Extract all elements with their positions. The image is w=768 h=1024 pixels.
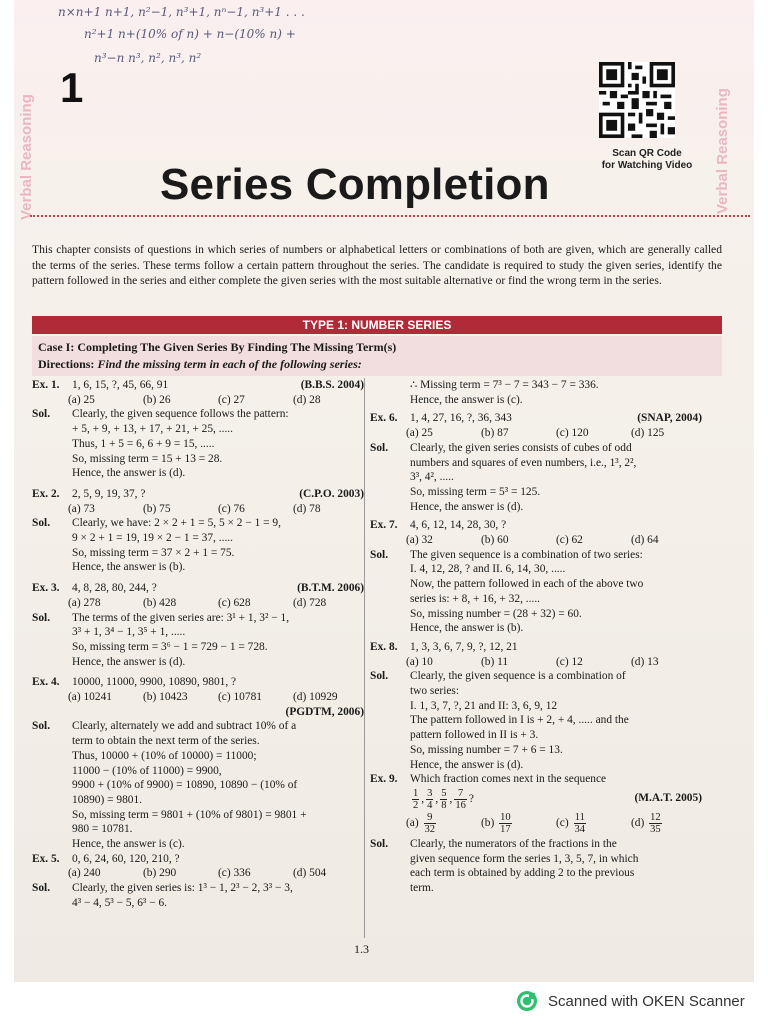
option-c: (c) 76 bbox=[218, 502, 245, 515]
solution-text: Clearly, we have: 2 × 2 + 1 = 5, 5 × 2 − 1 = 9, bbox=[72, 517, 281, 530]
example-question bbox=[32, 852, 368, 867]
solution-line bbox=[32, 881, 368, 896]
option-b: (b) 290 bbox=[143, 867, 177, 880]
solution-text: pattern followed in II is + 3. bbox=[410, 729, 539, 742]
source-tag: (B.T.M. 2006) bbox=[297, 582, 364, 595]
directions-label: Directions: bbox=[38, 357, 95, 371]
option-a: (a) 10241 bbox=[68, 691, 112, 704]
question-text: 0, 6, 24, 60, 120, 210, ? bbox=[72, 852, 180, 865]
solution-text: Clearly, the given sequence follows the pattern: bbox=[72, 408, 289, 421]
option-letter: (d) bbox=[631, 817, 645, 830]
option-letter: (b) bbox=[481, 817, 495, 830]
sol-label: Sol. bbox=[32, 408, 51, 421]
options-row bbox=[32, 502, 368, 517]
qr-caption-line-2: for Watching Video bbox=[601, 160, 693, 171]
solution-text: So, missing term = 9801 + (10% of 9801) = 9801 + bbox=[72, 808, 307, 821]
option-b: (b) 11 bbox=[481, 655, 509, 668]
question-text: 1, 3, 3, 6, 7, 9, ?, 12, 21 bbox=[410, 640, 518, 653]
type-heading: TYPE 1: NUMBER SERIES bbox=[32, 316, 722, 334]
solution-text: Hence, the answer is (c). bbox=[72, 838, 185, 851]
source-tag: (M.A.T. 2005) bbox=[634, 791, 702, 804]
solution-text: I. 1, 3, 7, ?, 21 and II: 3, 6, 9, 12 bbox=[410, 699, 558, 712]
example-question bbox=[370, 772, 706, 787]
solution-text: each term is obtained by adding 2 to the previous bbox=[410, 867, 635, 880]
case-heading: Case I: Completing The Given Series By Finding The Missing Term(s) bbox=[38, 340, 397, 354]
option-d: (d) 504 bbox=[293, 867, 327, 880]
solution-text: The pattern followed in I is + 2, + 4, ..... and the bbox=[410, 714, 629, 727]
solution-text: 980 = 10781. bbox=[72, 823, 133, 836]
solution-text: The given sequence is a combination of two series: bbox=[410, 548, 643, 561]
source-row bbox=[32, 705, 368, 720]
option-d: (d) 125 bbox=[631, 427, 665, 440]
option-d: (d) 64 bbox=[631, 534, 659, 547]
sol-label: Sol. bbox=[370, 548, 389, 561]
sol-label: Sol. bbox=[32, 611, 51, 624]
book-page bbox=[14, 0, 754, 982]
numerator: 11 bbox=[574, 812, 585, 824]
sol-label: Sol. bbox=[32, 882, 51, 895]
option-c: (c) 62 bbox=[556, 534, 583, 547]
directions bbox=[38, 357, 362, 372]
option-a: (a) 25 bbox=[68, 393, 95, 406]
solution-text: Hence, the answer is (c). bbox=[410, 393, 523, 406]
scanner-logo-icon bbox=[516, 990, 538, 1012]
example-label: Ex. 2. bbox=[32, 487, 60, 500]
numerator: 5 bbox=[441, 787, 447, 799]
example-question bbox=[370, 640, 706, 655]
solution-text: term. bbox=[410, 882, 434, 895]
example-label: Ex. 4. bbox=[32, 676, 60, 689]
solution-text: term to obtain the next term of the series. bbox=[72, 735, 260, 748]
source-tag: (C.P.O. 2003) bbox=[299, 487, 364, 500]
fraction bbox=[499, 812, 512, 835]
denominator: 34 bbox=[574, 824, 586, 836]
numerator: 12 bbox=[650, 812, 661, 824]
options-row bbox=[370, 655, 706, 670]
solution-text: 10890) = 9801. bbox=[72, 793, 143, 806]
example-question bbox=[370, 411, 706, 426]
option-d: (d) 78 bbox=[293, 502, 321, 515]
question-text: 2, 5, 9, 19, 37, ? bbox=[72, 487, 146, 500]
sol-label: Sol. bbox=[32, 517, 51, 530]
option-letter: (a) bbox=[406, 817, 419, 830]
page-number: 1.3 bbox=[354, 942, 369, 956]
example-question bbox=[32, 581, 368, 596]
solution-text: Hence, the answer is (b). bbox=[410, 622, 524, 635]
solution-text: ∴ Missing term = 7³ − 7 = 343 − 7 = 336. bbox=[410, 379, 599, 391]
solution-text: Hence, the answer is (d). bbox=[410, 500, 524, 513]
solution-text: Hence, the answer is (b). bbox=[72, 561, 186, 574]
solution-text: Clearly, the given sequence is a combination of bbox=[410, 670, 626, 683]
option-a bbox=[406, 812, 481, 835]
numerator: 1 bbox=[413, 787, 419, 799]
handwritten-note-1: n×n+1 n+1, n²−1, n³+1, nⁿ−1, n³+1 . . . bbox=[58, 5, 305, 19]
option-c: (c) 27 bbox=[218, 393, 245, 406]
options-row bbox=[370, 426, 706, 441]
option-a: (a) 32 bbox=[406, 534, 433, 547]
solution-text: 9900 + (10% of 9900) = 10890, 10890 − (10% of bbox=[72, 779, 298, 792]
solution-text: So, missing number = (28 + 32) = 60. bbox=[410, 607, 582, 620]
option-a: (a) 73 bbox=[68, 502, 95, 515]
solution-line bbox=[32, 719, 368, 734]
question-text: 4, 8, 28, 80, 244, ? bbox=[72, 582, 157, 595]
option-c: (c) 10781 bbox=[218, 691, 262, 704]
option-b: (b) 87 bbox=[481, 427, 509, 440]
dotted-divider bbox=[30, 215, 750, 217]
option-d: (d) 10929 bbox=[293, 691, 338, 704]
scanner-text: Scanned with OKEN Scanner bbox=[548, 992, 745, 1010]
fraction bbox=[424, 812, 437, 835]
solution-text: So, missing term = 37 × 2 + 1 = 75. bbox=[72, 546, 235, 559]
solution-line bbox=[370, 441, 706, 456]
option-c: (c) 12 bbox=[556, 655, 583, 668]
option-b: (b) 60 bbox=[481, 534, 509, 547]
solution-text: series is: + 8, + 16, + 32, ..... bbox=[410, 592, 541, 605]
solution-line bbox=[370, 669, 706, 684]
directions-text: Find the missing term in each of the following series: bbox=[97, 357, 362, 371]
example-label: Ex. 9. bbox=[370, 773, 398, 786]
option-d: (d) 28 bbox=[293, 393, 321, 406]
chapter-title: Series Completion bbox=[160, 160, 550, 209]
solution-text: 11000 − (10% of 11000) = 9900, bbox=[72, 764, 222, 777]
solution-text: 3³, 4², ..... bbox=[410, 471, 454, 484]
denominator: 32 bbox=[424, 824, 436, 836]
solution-text: numbers and squares of even numbers, i.e., 1³, 2², bbox=[410, 456, 637, 469]
options-row bbox=[32, 866, 368, 881]
question-text: 4, 6, 12, 14, 28, 30, ? bbox=[410, 519, 507, 532]
example-label: Ex. 5. bbox=[32, 852, 60, 865]
solution-text: Clearly, the numerators of the fractions in the bbox=[410, 837, 617, 850]
source-tag: (B.B.S. 2004) bbox=[300, 379, 364, 391]
option-d: (d) 13 bbox=[631, 655, 659, 668]
option-b: (b) 26 bbox=[143, 393, 171, 406]
qr-caption bbox=[597, 148, 697, 172]
solution-text: Now, the pattern followed in each of the above two bbox=[410, 578, 644, 591]
question-text: 1, 4, 27, 16, ?, 36, 343 bbox=[410, 412, 512, 425]
solution-text: Clearly, alternately we add and subtract 10% of a bbox=[72, 720, 297, 733]
source-tag: (PGDTM, 2006) bbox=[285, 705, 364, 718]
option-c: (c) 336 bbox=[218, 867, 251, 880]
solution-line bbox=[370, 548, 706, 563]
fraction bbox=[426, 788, 433, 811]
handwritten-note-3: n³−n n³, n², n³, n² bbox=[94, 51, 202, 65]
solution-text: given sequence form the series 1, 3, 5, 7, in which bbox=[410, 852, 639, 865]
solution-text: Thus, 1 + 5 = 6, 6 + 9 = 15, ..... bbox=[72, 437, 215, 450]
sol-label: Sol. bbox=[32, 720, 51, 733]
solution-text: 3³ + 1, 3⁴ − 1, 3⁵ + 1, ..... bbox=[72, 626, 186, 639]
options-row bbox=[370, 811, 706, 837]
example-label: Ex. 8. bbox=[370, 640, 398, 653]
example-question bbox=[32, 378, 368, 393]
qr-code-icon[interactable] bbox=[599, 62, 675, 138]
option-b: (b) 428 bbox=[143, 596, 177, 609]
option-d: (d) 728 bbox=[293, 596, 327, 609]
solution-text: two series: bbox=[410, 685, 460, 698]
denominator: 4 bbox=[427, 799, 433, 811]
fraction bbox=[454, 788, 467, 811]
solution-text: Hence, the answer is (d). bbox=[72, 467, 186, 480]
solution-text: I. 4, 12, 28, ? and II. 6, 14, 30, ..... bbox=[410, 563, 566, 576]
example-label: Ex. 3. bbox=[32, 582, 60, 595]
denominator: 8 bbox=[441, 799, 447, 811]
example-question bbox=[370, 518, 706, 533]
side-label-left: Verbal Reasoning bbox=[18, 94, 35, 220]
options-row bbox=[32, 690, 368, 705]
option-a: (a) 240 bbox=[68, 867, 101, 880]
chapter-number: 1 bbox=[60, 64, 84, 111]
example-label: Ex. 1. bbox=[32, 379, 60, 391]
option-b bbox=[481, 812, 556, 835]
sol-label: Sol. bbox=[370, 670, 389, 683]
option-d bbox=[631, 812, 706, 835]
denominator: 17 bbox=[500, 824, 511, 836]
solution-text: So, missing term = 15 + 13 = 28. bbox=[72, 452, 223, 465]
fraction bbox=[574, 812, 587, 835]
example-label: Ex. 6. bbox=[370, 412, 398, 425]
sol-label: Sol. bbox=[370, 837, 389, 850]
scanner-watermark bbox=[516, 990, 745, 1012]
solution-text: + 5, + 9, + 13, + 17, + 21, + 25, ..... bbox=[72, 423, 233, 436]
example-question bbox=[32, 487, 368, 502]
solution-line bbox=[32, 611, 368, 626]
denominator: 16 bbox=[455, 799, 466, 811]
numerator: 9 bbox=[424, 812, 437, 824]
fraction-sequence: $\frac{1}{2}$ , $\frac{3}{4}$ , $\frac{5}{8}$ , $\frac{7}{16}$ ? (M.A.T. 2005) bbox=[413, 787, 702, 811]
options-row bbox=[32, 596, 368, 611]
option-c bbox=[556, 812, 631, 835]
example-question bbox=[32, 675, 368, 690]
options-row bbox=[370, 533, 706, 548]
solution-text: Hence, the answer is (d). bbox=[72, 655, 186, 668]
handwritten-note-2: n²+1 n+(10% of n) + n−(10% n) + bbox=[84, 27, 296, 41]
question-text: 10000, 11000, 9900, 10890, 9801, ? bbox=[72, 676, 237, 689]
numerator: 10 bbox=[500, 812, 511, 824]
question-text: Which fraction comes next in the sequence bbox=[410, 773, 607, 786]
option-b: (b) 10423 bbox=[143, 691, 188, 704]
option-a: (a) 278 bbox=[68, 596, 101, 609]
solution-text: Thus, 10000 + (10% of 10000) = 11000; bbox=[72, 749, 257, 762]
fraction bbox=[649, 812, 662, 835]
question-text: 1, 6, 15, ?, 45, 66, 91 bbox=[72, 379, 169, 391]
solution-line bbox=[32, 516, 368, 531]
source-tag: (SNAP, 2004) bbox=[637, 412, 702, 425]
solution-line bbox=[370, 837, 706, 852]
solution-text: So, missing number = 7 + 6 = 13. bbox=[410, 743, 563, 756]
option-a: (a) 25 bbox=[406, 427, 433, 440]
solution-text: Clearly, the given series is: 1³ − 1, 2³ − 2, 3³ − 3, bbox=[72, 882, 293, 895]
option-b: (b) 75 bbox=[143, 502, 171, 515]
side-label-right: Verbal Reasoning bbox=[714, 88, 731, 214]
numerator: 3 bbox=[427, 787, 433, 799]
right-column bbox=[370, 378, 706, 896]
sol-label: Sol. bbox=[370, 441, 389, 454]
fraction bbox=[440, 788, 447, 811]
solution-text: The terms of the given series are: 3¹ + 1, 3² − 1, bbox=[72, 611, 290, 624]
intro-paragraph: This chapter consists of questions in which series of numbers or alphabetical letters or combinations of both are given, which are generally called the terms of the series. These terms follow a certain pattern throughout the series. The candidate is required to study the given series, identify the pattern followed in the series and either complete the given series with the most suitable alternative or find the wrong term in the series. bbox=[32, 243, 722, 287]
solution-text: Clearly, the given series consists of cubes of odd bbox=[410, 441, 632, 454]
solution-text: So, missing term = 5³ = 125. bbox=[410, 485, 541, 498]
solution-line bbox=[32, 407, 368, 422]
left-column bbox=[32, 378, 368, 911]
qr-caption-line-1: Scan QR Code bbox=[612, 148, 682, 159]
solution-text: So, missing term = 3⁶ − 1 = 729 − 1 = 728. bbox=[72, 640, 268, 653]
option-a: (a) 10 bbox=[406, 655, 433, 668]
option-letter: (c) bbox=[556, 817, 569, 830]
solution-text: 9 × 2 + 1 = 19, 19 × 2 − 1 = 37, ..... bbox=[72, 532, 233, 545]
solution-text: Hence, the answer is (d). bbox=[410, 758, 524, 771]
solution-text: 4³ − 4, 5³ − 5, 6³ − 6. bbox=[72, 896, 168, 909]
denominator: 35 bbox=[650, 824, 661, 836]
numerator: 7 bbox=[454, 788, 467, 800]
options-row bbox=[32, 393, 368, 408]
example-label: Ex. 7. bbox=[370, 519, 398, 532]
denominator: 2 bbox=[413, 799, 419, 811]
fraction bbox=[412, 788, 419, 811]
option-c: (c) 120 bbox=[556, 427, 589, 440]
option-c: (c) 628 bbox=[218, 596, 251, 609]
